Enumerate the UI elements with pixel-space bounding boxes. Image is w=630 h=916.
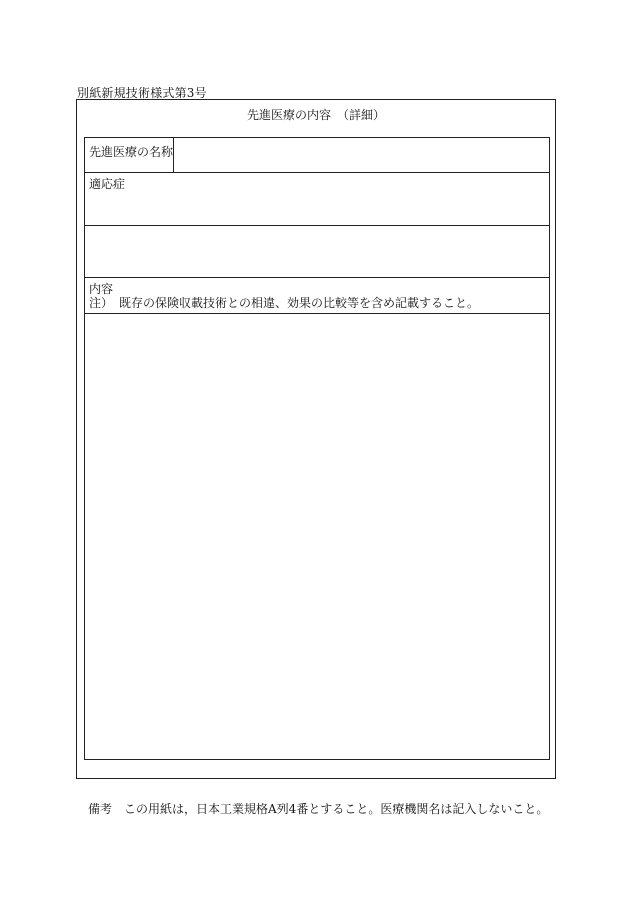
name-field[interactable] (175, 138, 549, 172)
name-label: 先進医療の名称 (85, 138, 174, 172)
form-title: 先進医療の内容 （詳細） (246, 108, 385, 122)
content-instruction-note: 注） 既存の保険収載技術との相違、効果の比較等を含め記載すること。 (89, 296, 480, 310)
indication-label: 適応症 (89, 177, 126, 191)
indication-row[interactable] (85, 173, 549, 226)
remarks-text: この用紙は，日本工業規格A列4番とすること。医療機関名は記入しないこと。 (124, 802, 549, 816)
form-frame (76, 99, 556, 779)
remarks-label: 備考 (88, 802, 113, 816)
content-label: 内容 (89, 282, 114, 296)
content-field[interactable] (85, 314, 549, 759)
form-number-label: 別紙新規技術様式第3号 (77, 86, 207, 100)
form-table (84, 137, 550, 760)
content-header-row (85, 278, 549, 314)
indication-field[interactable] (85, 226, 549, 278)
name-row (85, 138, 549, 173)
remarks (88, 800, 548, 817)
